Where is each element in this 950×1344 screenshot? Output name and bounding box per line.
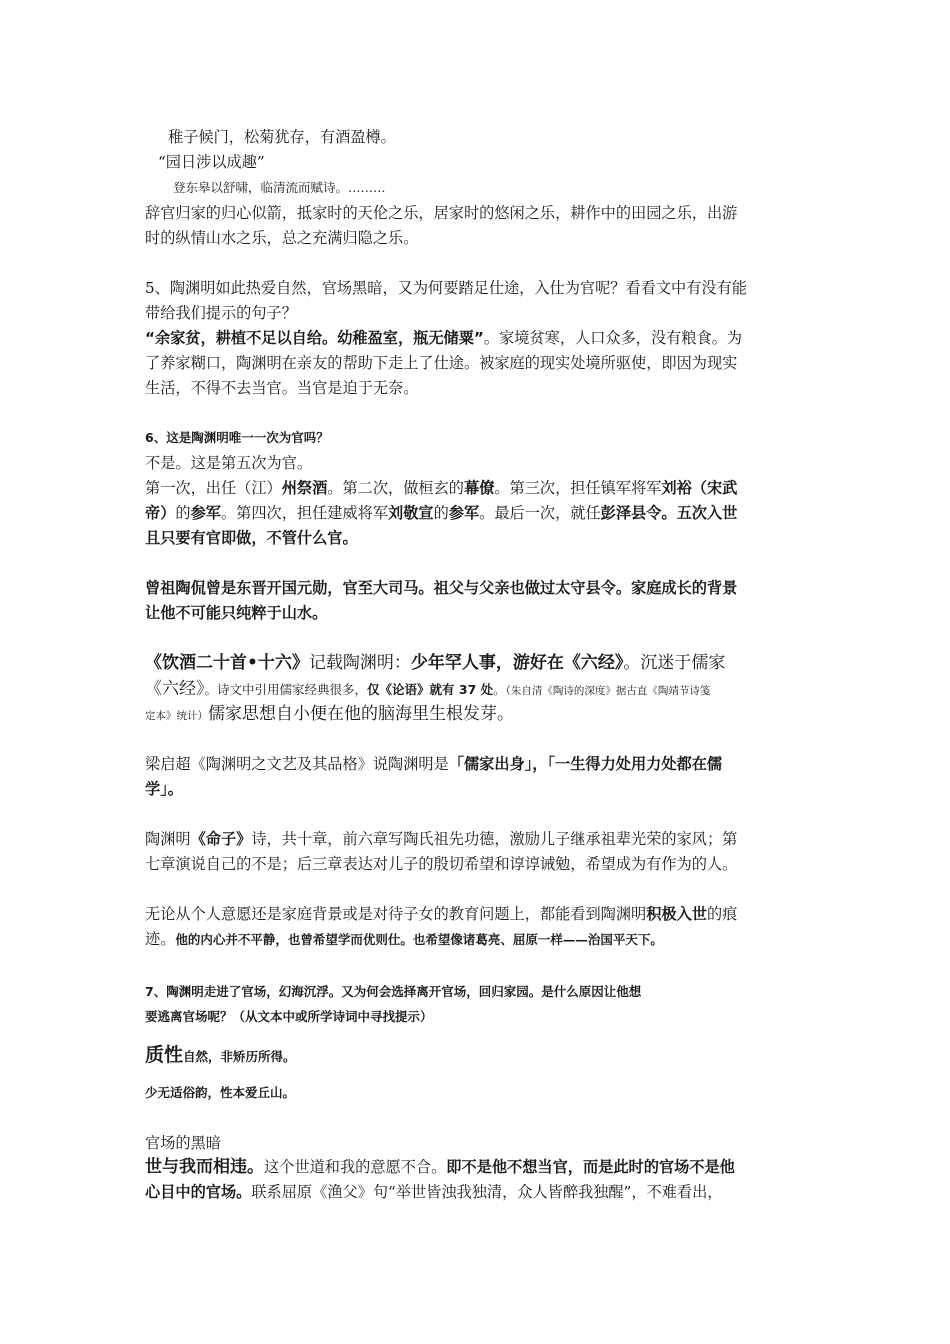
emphasis: 《饮酒二十首•十六》: [145, 653, 309, 673]
question-6: 6、这是陶渊明唯一一次为官吗？: [145, 430, 329, 445]
yinjiu-paragraph: [145, 704, 514, 726]
text: 的: [175, 504, 191, 522]
emphasis: 彭泽县令。五次入世: [600, 504, 738, 522]
summary-paragraph: [145, 904, 737, 924]
text: 第一次，出任（江）: [145, 479, 282, 497]
text: 。诗文中引用儒家经典很多，: [204, 682, 368, 697]
question-5: 带给我们提示的句子？: [145, 304, 297, 322]
background-paragraph: 曾祖陶侃曾是东晋开国元勋，官至大司马。祖父与父亲也做过太守县令。家庭成长的背景: [145, 579, 738, 597]
text: 这个世道和我的意愿不合。: [264, 1158, 447, 1176]
text: 记载陶渊明：: [308, 653, 411, 673]
emphasis: 少年罕人事，游好在《六经》: [410, 653, 624, 673]
text: 。家境贫寒，人口众多，没有粮食。为: [483, 329, 743, 347]
text: 迹。: [145, 930, 176, 948]
emphasis: 即不是他不想当官，而是此时的官场不是他: [446, 1158, 735, 1176]
text-line: 时的纵情山水之乐，总之充满归隐之乐。: [145, 229, 419, 247]
emphasis: 参军: [190, 504, 221, 522]
text: 儒家思想自小便在他的脑海里生根发芽。: [208, 704, 514, 724]
text: 自然，非矫历所得。: [183, 1049, 296, 1064]
question-7: 7、陶渊明走进了官场，幻海沉浮。又为何会选择离开官场，回归家园。是什么原因让他想: [145, 984, 642, 999]
darkness-paragraph: [145, 1182, 722, 1202]
text: 。沉迷于儒家: [623, 653, 726, 673]
mingzi-paragraph: 七章演说自己的不是；后三章表达对儿子的殷切希望和谆谆诫勉，希望成为有作为的人。: [145, 855, 738, 873]
text: 联系屈原《渔父》句“举世皆浊我独清，众人皆醉我独醒”，不难看出，: [251, 1183, 723, 1201]
emphasis: 州祭酒: [281, 479, 328, 497]
citation-note: 定本》统计）: [145, 710, 208, 722]
text: 。最后一次，就任: [479, 504, 601, 522]
emphasis: 心目中的官场。: [145, 1183, 252, 1201]
text: 。第三次，担任镇军将军: [494, 479, 662, 497]
emphasis: 世与我而相违。: [145, 1157, 264, 1177]
answer-5: 生活，不得不去当官。当官是迫于无奈。: [145, 379, 419, 397]
document-page: [145, 0, 810, 1344]
emphasis: 刘敬宣: [388, 504, 434, 522]
darkness-paragraph: [145, 1157, 735, 1177]
liang-paragraph: 学」。: [145, 780, 183, 798]
emphasis: 参军: [448, 504, 480, 522]
zhixing-line: [145, 1045, 296, 1067]
text: 无论从个人意愿还是家庭背景或是对待子女的教育问题上，都能看到陶渊明: [145, 905, 647, 923]
answer-6: [145, 478, 737, 498]
text: 。: [493, 682, 506, 697]
text: 。第四次，担任建威将军: [220, 504, 388, 522]
emphasis: 「儒家出身」，「一生得力处用力处都在儒: [448, 755, 723, 773]
summary-paragraph: [145, 929, 663, 950]
text: 陶渊明: [145, 830, 191, 848]
text-line: 辞官归家的归心似箭，抵家时的天伦之乐，居家时的悠闲之乐，耕作中的田园之乐，出游: [145, 204, 738, 222]
yinjiu-paragraph: [145, 679, 710, 701]
emphasis: 幕僚: [463, 479, 495, 497]
emphasis: 积极入世: [646, 905, 707, 923]
question-5: 5、陶渊明如此热爱自然，官场黑暗，又为何要踏足仕途，入仕为官呢？看看文中有没有能: [145, 279, 747, 297]
emphasis: 帝）: [145, 504, 176, 522]
text: 。第二次，做桓玄的: [327, 479, 464, 497]
question-7: 要逃离官场呢？（从文本中或所学诗词中寻找提示）: [145, 1009, 433, 1024]
text-line: 登东皋以舒啸，临清流而赋诗。………: [173, 180, 386, 195]
answer-6: 不是。这是第五次为官。: [145, 454, 313, 472]
emphasis: 刘裕（宋武: [661, 479, 738, 497]
answer-5: [145, 328, 742, 348]
answer-6: [145, 503, 737, 523]
mingzi-paragraph: [145, 829, 737, 849]
liang-paragraph: [145, 754, 722, 774]
background-paragraph: 让他不可能只纯粹于山水。: [145, 604, 328, 622]
citation-note: （朱自清《陶诗的深度》据古直《陶靖节诗笺: [505, 685, 711, 697]
answer-5: 了养家糊口，陶渊明在亲友的帮助下走上了仕途。被家庭的现实处境所驱使，即因为现实: [145, 354, 738, 372]
text-line: 稚子候门，松菊犹存，有酒盈樽。: [168, 128, 396, 146]
text: 的痕: [706, 905, 738, 923]
text: 梁启超《陶渊明之文艺及其品格》说陶渊明是: [145, 755, 449, 773]
text: 《六经》: [145, 679, 205, 699]
subheading: 官场的黑暗: [145, 1134, 221, 1152]
text: 的: [433, 504, 449, 522]
emphasis-large: 质性: [145, 1044, 184, 1066]
poem-line: 少无适俗韵，性本爱丘山。: [145, 1085, 296, 1100]
emphasis: 仅《论语》就有 37 处: [367, 682, 494, 697]
yinjiu-paragraph: [145, 653, 725, 673]
emphasis: 他的内心并不平静，也曾希望学而优则仕。也希望像诸葛亮、屈原一样——治国平天下。: [175, 932, 663, 947]
text: 诗，共十章，前六章写陶氏祖先功德，激励儿子继承祖辈光荣的家风；第: [251, 830, 738, 848]
quote-bold: “余家贫，耕植不足以自给。幼稚盈室，瓶无储粟”: [145, 329, 484, 347]
text-line: “园日涉以成趣”: [158, 153, 265, 171]
emphasis: 《命子》: [190, 830, 252, 848]
answer-6: 且只要有官即做，不管什么官。: [145, 529, 358, 547]
